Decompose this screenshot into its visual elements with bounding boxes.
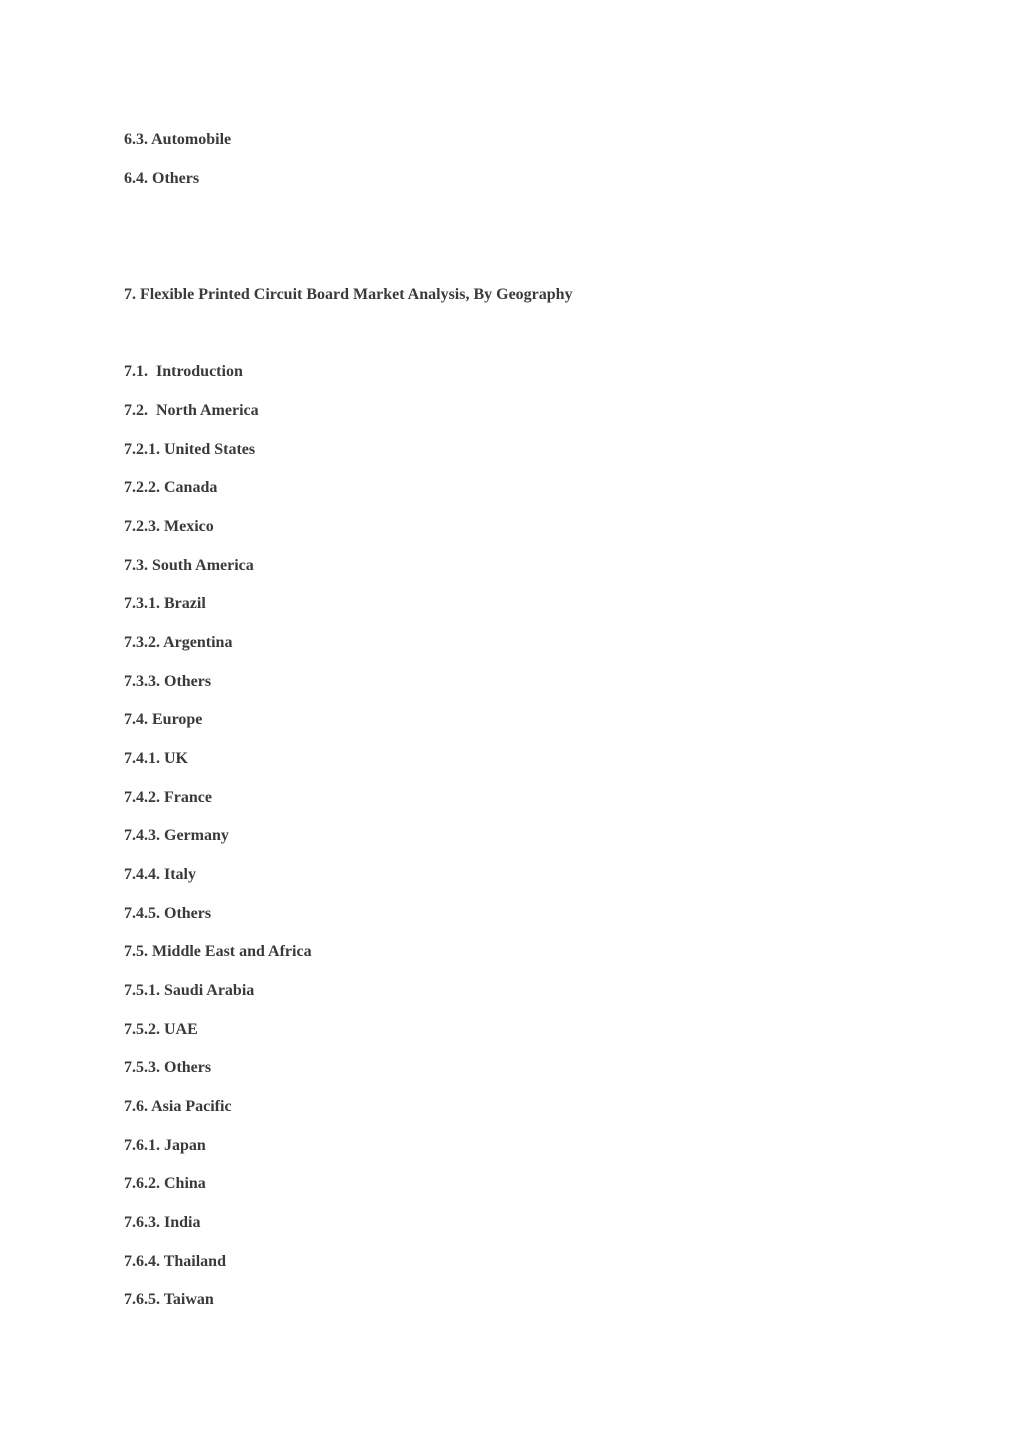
- toc-item-7-4-5: 7.4.5. Others: [124, 905, 212, 922]
- toc-item-7-6-3: 7.6.3. India: [124, 1214, 201, 1231]
- toc-item-6-4: 6.4. Others: [124, 170, 200, 187]
- toc-item-7-2-2: 7.2.2. Canada: [124, 479, 218, 496]
- toc-item-7-5-3: 7.5.3. Others: [124, 1059, 212, 1076]
- toc-item-7-5-1: 7.5.1. Saudi Arabia: [124, 982, 255, 999]
- toc-item-7-4-2: 7.4.2. France: [124, 789, 212, 806]
- toc-item-7-6-1: 7.6.1. Japan: [124, 1137, 206, 1154]
- toc-item-7-6-4: 7.6.4. Thailand: [124, 1253, 226, 1270]
- toc-item-7-3: 7.3. South America: [124, 557, 254, 574]
- toc-item-7-4-4: 7.4.4. Italy: [124, 866, 196, 883]
- toc-item-7-5-2: 7.5.2. UAE: [124, 1021, 198, 1038]
- toc-item-6-3: 6.3. Automobile: [124, 131, 232, 148]
- toc-item-7-4-3: 7.4.3. Germany: [124, 827, 229, 844]
- toc-item-7-6: 7.6. Asia Pacific: [124, 1098, 232, 1115]
- toc-item-7-3-1: 7.3.1. Brazil: [124, 595, 206, 612]
- toc-item-7-1: 7.1. Introduction: [124, 363, 243, 380]
- toc-item-7-6-2: 7.6.2. China: [124, 1175, 206, 1192]
- toc-item-7-2-3: 7.2.3. Mexico: [124, 518, 214, 535]
- toc-item-7-3-3: 7.3.3. Others: [124, 673, 212, 690]
- section-heading-7: 7. Flexible Printed Circuit Board Market Analysis, By Geography: [124, 286, 573, 303]
- toc-item-7-4-1: 7.4.1. UK: [124, 750, 188, 767]
- toc-item-7-5: 7.5. Middle East and Africa: [124, 943, 312, 960]
- toc-item-7-2-1: 7.2.1. United States: [124, 441, 256, 458]
- toc-item-7-4: 7.4. Europe: [124, 711, 203, 728]
- toc-item-7-6-5: 7.6.5. Taiwan: [124, 1291, 214, 1308]
- toc-item-7-3-2: 7.3.2. Argentina: [124, 634, 233, 651]
- toc-item-7-2: 7.2. North America: [124, 402, 259, 419]
